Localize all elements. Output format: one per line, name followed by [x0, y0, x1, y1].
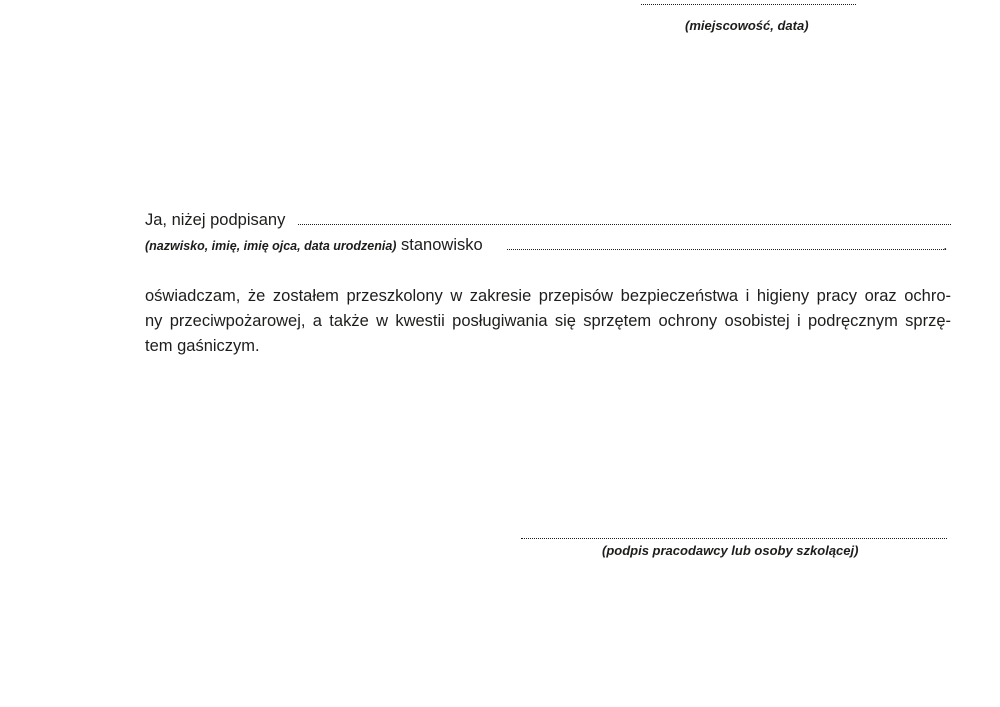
- position-label: stanowisko: [401, 236, 483, 254]
- signature-caption: (podpis pracodawcy lub osoby szkolącej): [602, 543, 859, 558]
- paragraph-line: tem gaśniczym.: [145, 337, 260, 355]
- position-line: [145, 236, 483, 255]
- place-date-fill-line: [641, 4, 856, 5]
- paragraph-line: ny przeciwpożarowej, a także w kwestii posługiwania się sprzętem ochrony osobistej i podręcznym sprzę-: [145, 312, 951, 330]
- position-line-end: .: [943, 236, 948, 254]
- declaration-paragraph: [145, 284, 951, 359]
- paragraph-line: oświadczam, że zostałem przeszkolony w zakresie przepisów bezpieczeństwa i higieny pracy oraz ochro-: [145, 287, 951, 305]
- personal-data-caption: (nazwisko, imię, imię ojca, data urodzenia): [145, 239, 397, 253]
- place-date-caption: (miejscowość, data): [685, 18, 809, 33]
- declarant-line: [145, 211, 285, 230]
- declarant-label: Ja, niżej podpisany: [145, 211, 286, 229]
- signature-fill-line: [521, 538, 947, 539]
- position-fill-line: [507, 249, 944, 250]
- declarant-fill-line: [298, 224, 951, 225]
